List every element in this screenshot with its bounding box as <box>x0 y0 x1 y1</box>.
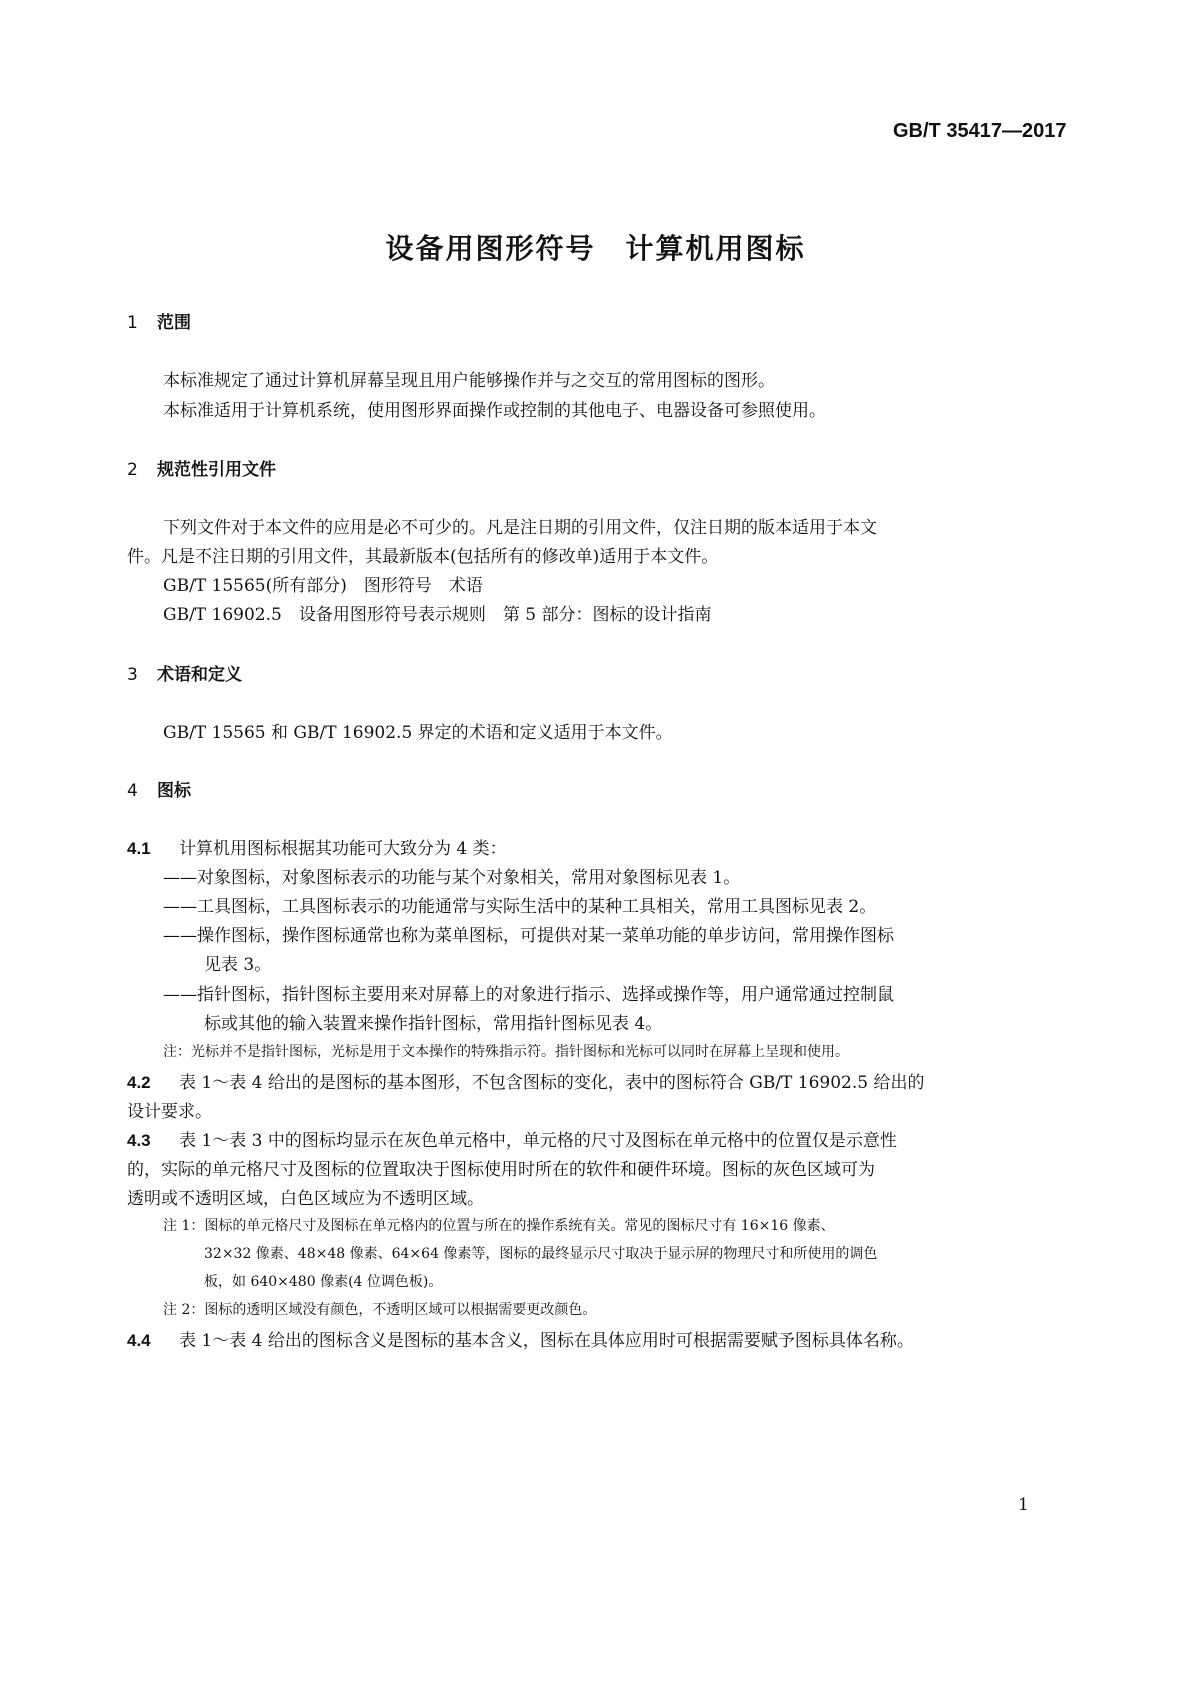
section-1-heading <box>127 308 191 333</box>
clause-4-4-number: 4.4 <box>127 1331 151 1350</box>
clause-4-3 <box>127 1126 897 1151</box>
clause-4-3-note-1-line-1: 注 1：图标的单元格尺寸及图标在单元格内的位置与所在的操作系统有关。常见的图标尺寸有 16×16 像素、 <box>163 1218 835 1234</box>
clause-4-1 <box>127 834 507 859</box>
clause-4-3-line-2: 的，实际的单元格尺寸及图标的位置取决于图标使用时所在的软件和硬件环境。图标的灰色区域可为 <box>127 1160 875 1180</box>
list-item-object-icons: ——对象图标，对象图标表示的功能与某个对象相关，常用对象图标见表 1。 <box>163 868 741 888</box>
section-4-number: 4 <box>127 781 138 801</box>
section-1-line-1: 本标准规定了通过计算机屏幕呈现且用户能够操作并与之交互的常用图标的图形。 <box>163 371 775 391</box>
reference-2: GB/T 16902.5 设备用图形符号表示规则 第 5 部分：图标的设计指南 <box>163 605 712 625</box>
clause-4-3-line-3: 透明或不透明区域，白色区域应为不透明区域。 <box>127 1189 484 1209</box>
section-2-line-1: 下列文件对于本文件的应用是必不可少的。凡是注日期的引用文件，仅注日期的版本适用于本文 <box>163 518 877 538</box>
clause-4-2-number: 4.2 <box>127 1073 151 1092</box>
list-item-pointer-icons-cont: 标或其他的输入装置来操作指针图标，常用指针图标见表 4。 <box>204 1014 663 1034</box>
clause-4-3-line-1: 表 1～表 3 中的图标均显示在灰色单元格中，单元格的尺寸及图标在单元格中的位置仅是示意性 <box>179 1131 897 1151</box>
clause-4-1-text: 计算机用图标根据其功能可大致分为 4 类： <box>179 839 507 859</box>
clause-4-3-note-1-line-3: 板，如 640×480 像素(4 位调色板)。 <box>204 1274 443 1290</box>
section-3-heading <box>127 660 242 685</box>
clause-4-4 <box>127 1326 914 1351</box>
list-item-pointer-icons: ——指针图标，指针图标主要用来对屏幕上的对象进行指示、选择或操作等，用户通常通过控制鼠 <box>163 985 894 1005</box>
section-2-title: 规范性引用文件 <box>157 460 276 480</box>
clause-4-3-number: 4.3 <box>127 1131 151 1150</box>
clause-4-3-note-1-line-2: 32×32 像素、48×48 像素、64×64 像素等，图标的最终显示尺寸取决于显示屏的物理尺寸和所使用的调色 <box>204 1246 878 1262</box>
clause-4-2-line-2: 设计要求。 <box>127 1102 212 1122</box>
clause-4-2 <box>127 1068 925 1093</box>
clause-4-4-line-1: 表 1～表 4 给出的图标含义是图标的基本含义，图标在具体应用时可根据需要赋予图标具体名称。 <box>179 1331 914 1351</box>
section-3-number: 3 <box>127 665 138 685</box>
section-4-heading <box>127 776 191 801</box>
section-3-title: 术语和定义 <box>157 665 242 685</box>
clause-4-2-line-1: 表 1～表 4 给出的是图标的基本图形，不包含图标的变化，表中的图标符合 GB/T 16902.5 给出的 <box>179 1073 925 1093</box>
clause-4-3-note-2: 注 2：图标的透明区域没有颜色，不透明区域可以根据需要更改颜色。 <box>163 1302 597 1318</box>
document-title: 设备用图形符号 计算机用图标 <box>385 232 806 265</box>
list-item-operation-icons: ——操作图标，操作图标通常也称为菜单图标，可提供对某一菜单功能的单步访问，常用操作图标 <box>163 926 894 946</box>
clause-4-1-number: 4.1 <box>127 839 151 858</box>
standard-code: GB/T 35417—2017 <box>893 120 1067 142</box>
section-3-line-1: GB/T 15565 和 GB/T 16902.5 界定的术语和定义适用于本文件。 <box>163 723 673 743</box>
reference-1: GB/T 15565(所有部分) 图形符号 术语 <box>163 576 483 596</box>
page-number: 1 <box>1018 1495 1029 1515</box>
section-1-line-2: 本标准适用于计算机系统，使用图形界面操作或控制的其他电子、电器设备可参照使用。 <box>163 401 826 421</box>
section-1-number: 1 <box>127 313 138 333</box>
list-item-operation-icons-cont: 见表 3。 <box>204 955 272 975</box>
list-item-tool-icons: ——工具图标，工具图标表示的功能通常与实际生活中的某种工具相关，常用工具图标见表 2。 <box>163 897 877 917</box>
section-1-title: 范围 <box>157 313 191 333</box>
section-4-title: 图标 <box>157 781 191 801</box>
clause-4-1-note: 注：光标并不是指针图标，光标是用于文本操作的特殊指示符。指针图标和光标可以同时在屏幕上呈现和使用。 <box>163 1044 849 1060</box>
section-2-heading <box>127 455 276 480</box>
section-2-line-2: 件。凡是不注日期的引用文件，其最新版本(包括所有的修改单)适用于本文件。 <box>127 547 719 567</box>
section-2-number: 2 <box>127 460 138 480</box>
